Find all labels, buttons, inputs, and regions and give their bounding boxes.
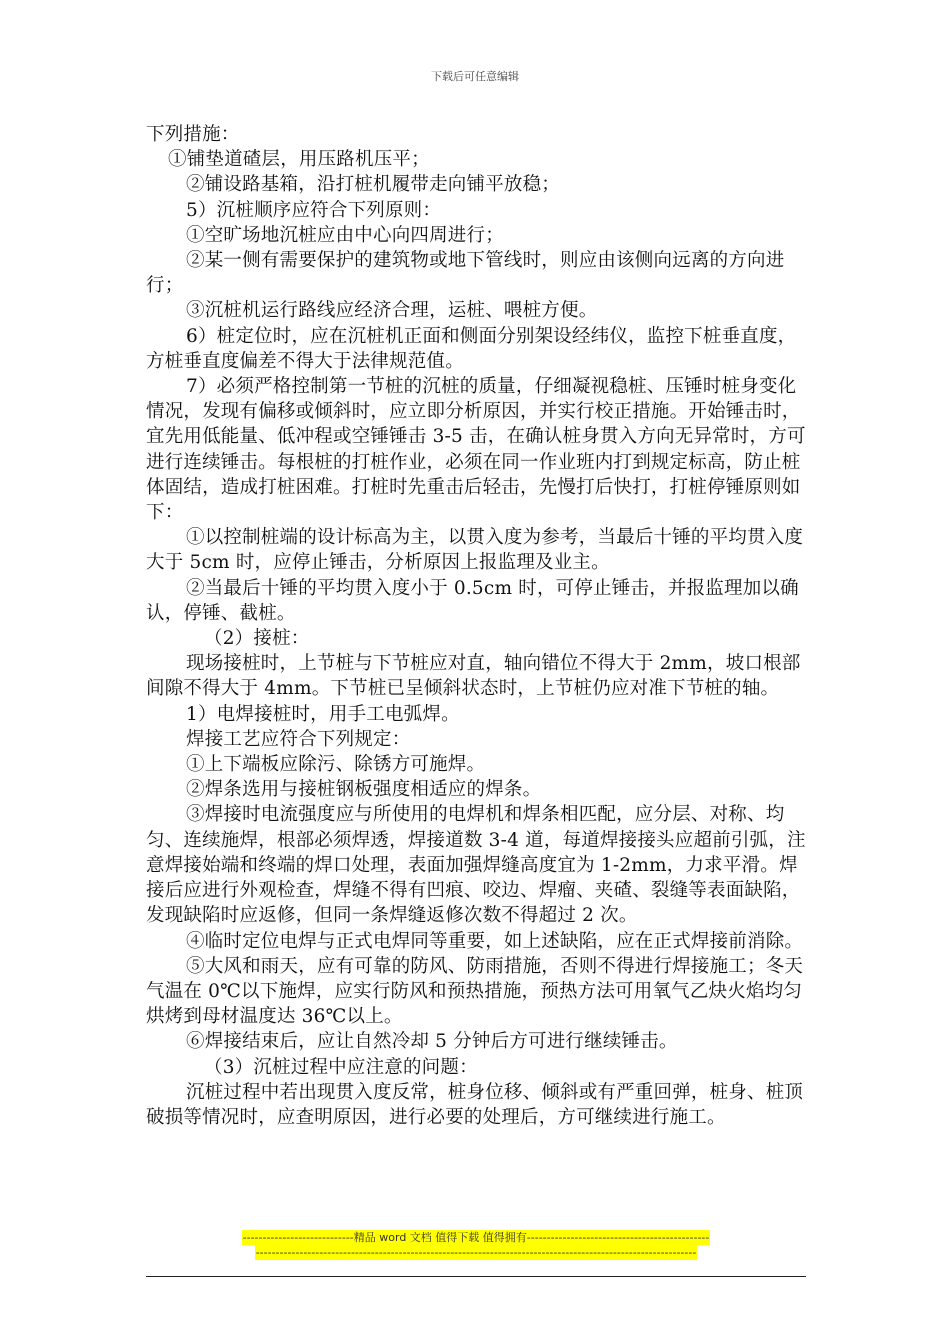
document-body <box>146 122 808 1130</box>
paragraph: 焊接工艺应符合下列规定： <box>186 728 411 750</box>
paragraph: ⑥焊接结束后，应让自然冷却 5 分钟后方可进行继续锤击。 <box>186 1031 678 1053</box>
section-heading: （2）接桩： <box>204 628 310 650</box>
paragraph: 1）电焊接桩时，用手工电弧焊。 <box>186 703 460 725</box>
paragraph: ③焊接时电流强度应与所使用的电焊机和焊条相匹配，应分层、对称、均匀、连续施焊，根部必须焊透，焊接道数 3-4 道，每道焊接接头应超前引弧，注意焊接始端和终端的焊口处理，表面加强焊缝高度宜为 1-2mm，力求平滑。焊接后应进行外观检查，焊缝不得有凹痕、咬边、焊瘤、夹碴、裂缝等表面缺陷，发现缺陷时应返修，但同一条焊缝返修次数不得超过 2 次。 <box>146 804 806 927</box>
section-heading: （3）沉桩过程中应注意的问题： <box>204 1056 478 1078</box>
paragraph: ⑤大风和雨天，应有可靠的防风、防雨措施，否则不得进行焊接施工；冬天气温在 0℃以下施焊，应实行防风和预热措施，预热方法可用氧气乙炔火焰均匀烘烤到母材温度达 36℃以上。 <box>146 955 804 1028</box>
footer-dash-line: --------------------------------------------------------------------------------------------------------------- <box>255 1246 697 1259</box>
paragraph: 5）沉桩顺序应符合下列原则： <box>186 199 442 221</box>
paragraph: ②铺设路基箱，沿打桩机履带走向铺平放稳； <box>186 174 561 196</box>
page-header: 下载后可任意编辑 <box>431 70 519 83</box>
paragraph: 7）必须严格控制第一节桩的沉桩的质量，仔细凝视稳桩、压锤时桩身变化情况，发现有偏移或倾斜时，应立即分析原因，并实行校正措施。开始锤击时，宜先用低能量、低冲程或空锤锤击 3-5 击，在确认桩身贯入方向无异常时，方可进行连续锤击。每根桩的打桩作业，必须在同一作业班内打到规定标高，防止桩体固结，造成打桩困难。打桩时先重击后轻击，先慢打后快打，打桩停锤原则如下： <box>146 376 806 524</box>
paragraph: ②当最后十锤的平均贯入度小于 0.5cm 时，可停止锤击，并报监理加以确认，停锤、截桩。 <box>146 577 799 624</box>
paragraph: ②焊条选用与接桩钢板强度相适应的焊条。 <box>186 779 542 801</box>
paragraph: 6）桩定位时，应在沉桩机正面和侧面分别架设经纬仪，监控下桩垂直度，方桩垂直度偏差不得大于法律规范值。 <box>146 325 797 372</box>
paragraph: 现场接桩时，上节桩与下节桩应对直，轴向错位不得大于 2mm，坡口根部间隙不得大于 4mm。下节桩已呈倾斜状态时，上节桩仍应对准下节桩的轴。 <box>146 653 801 700</box>
page-footer <box>146 1230 806 1277</box>
paragraph: ③沉桩机运行路线应经济合理，运桩、喂桩方便。 <box>186 300 598 322</box>
paragraph: ①铺垫道碴层，用压路机压平； <box>168 149 430 171</box>
paragraph: ④临时定位电焊与正式电焊同等重要，如上述缺陷，应在正式焊接前消除。 <box>186 930 804 952</box>
paragraph: ②某一侧有需要保护的建筑物或地下管线时，则应由该侧向远离的方向进行； <box>146 250 785 297</box>
paragraph: ①以控制桩端的设计标高为主，以贯入度为参考，当最后十锤的平均贯入度大于 5cm 时，应停止锤击，分析原因上报监理及业主。 <box>146 527 804 574</box>
paragraph: 沉桩过程中若出现贯入度反常，桩身位移、倾斜或有严重回弹，桩身、桩顶破损等情况时，应查明原因，进行必要的处理后，方可继续进行施工。 <box>146 1081 804 1128</box>
footer-banner-line: ----------------------------精品 word 文档 值得下载 值得拥有---------------------------------------------- <box>242 1231 710 1244</box>
paragraph: ①空旷场地沉桩应由中心向四周进行； <box>186 224 504 246</box>
paragraph: 下列措施： <box>146 124 240 145</box>
paragraph: ①上下端板应除污、除锈方可施焊。 <box>186 754 486 776</box>
footer-divider <box>146 1276 806 1277</box>
